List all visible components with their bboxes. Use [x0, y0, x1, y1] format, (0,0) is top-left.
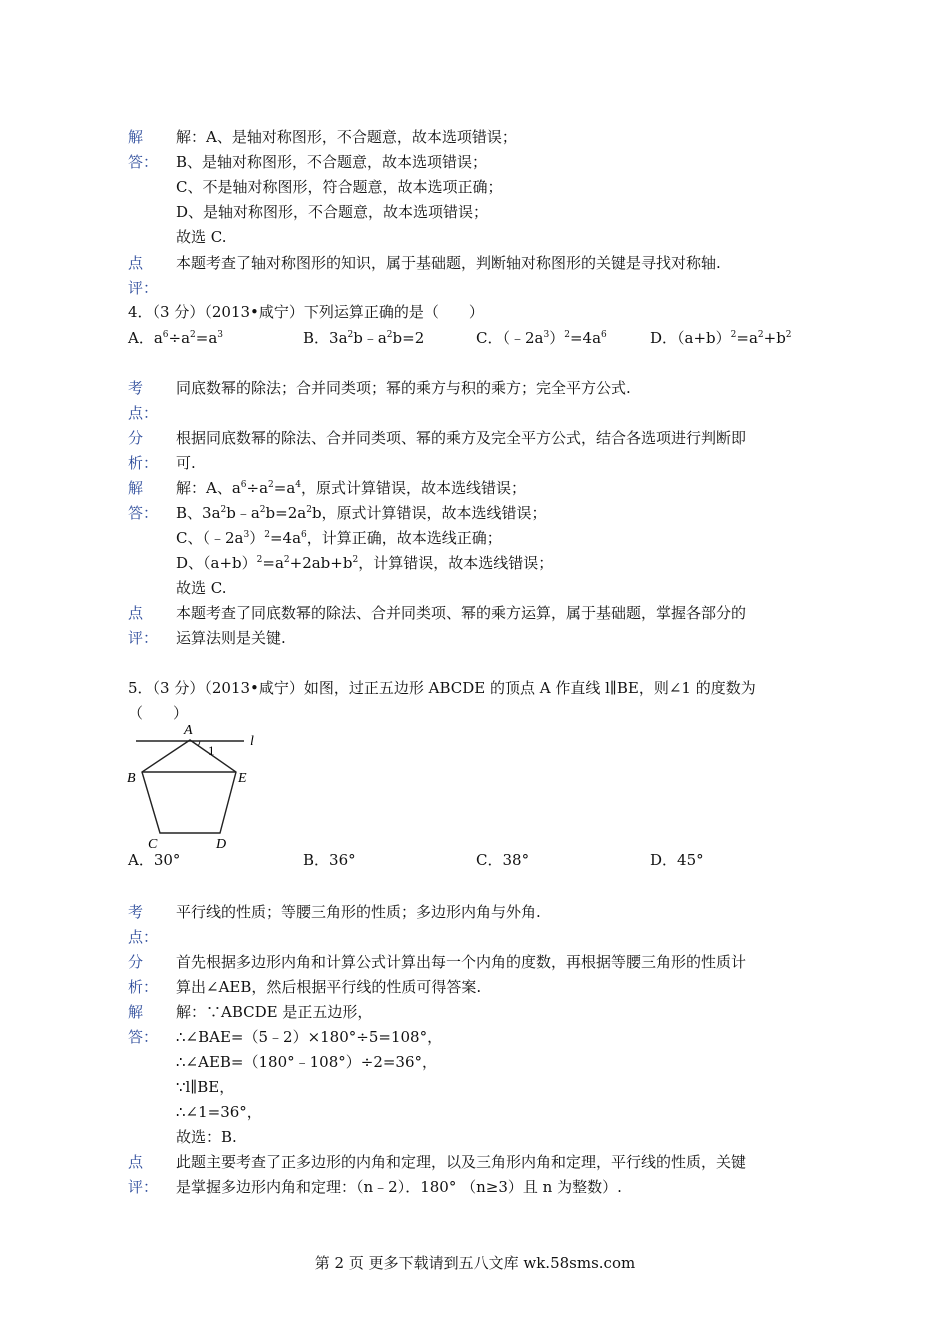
label-fen: 分: [128, 429, 144, 447]
q3-solution-line: C、不是轴对称图形，符合题意，故本选项正确；: [176, 178, 503, 196]
label-dian: 点: [128, 254, 144, 272]
q4-option-c: C．$(﹣2a^3)^2=4a^6$: [476, 329, 607, 347]
pentagon-abcde: [142, 740, 236, 833]
angle-label-1: 1: [208, 743, 215, 758]
label-dian: 点：: [128, 928, 159, 946]
q5-solution-line: ∴∠1=36°，: [176, 1103, 262, 1121]
q5-comment: 是掌握多边形内角和定理：（n﹣2）．180° （n≥3）且 n 为整数）.: [176, 1178, 622, 1196]
q4-solution-end: 故选 C.: [176, 579, 227, 597]
q5-option-c: C．38°: [476, 851, 530, 869]
q5-solution-line: 解：∵ABCDE 是正五边形，: [176, 1003, 373, 1021]
q3-solution-line: B、是轴对称图形，不合题意，故本选项错误；: [176, 153, 488, 171]
q4-analysis: 根据同底数幂的除法、合并同类项、幂的乘方及完全平方公式，结合各选项进行判断即: [176, 429, 747, 447]
label-ping: 评：: [128, 629, 159, 647]
label-dian: 点：: [128, 404, 159, 422]
q5-solution-line: 故选：B.: [176, 1128, 237, 1146]
vertex-label-b: B: [127, 771, 136, 786]
q3-solution-line: 故选 C.: [176, 228, 227, 246]
page-footer: 第 2 页 更多下载请到五八文库 wk.58sms.com: [314, 1254, 636, 1272]
label-xi: 析：: [128, 978, 159, 996]
q5-option-b: B．36°: [303, 851, 356, 869]
label-kao: 考: [128, 903, 144, 921]
q5-analysis: 算出∠AEB，然后根据平行线的性质可得答案.: [176, 978, 482, 996]
vertex-label-e: E: [238, 771, 247, 786]
q3-solution-line: D、是轴对称图形，不合题意，故本选项错误；: [176, 203, 489, 221]
label-kao: 考: [128, 379, 144, 397]
q4-solution-d: D、$(a+b)^2=a^2+2ab+b^2$，计算错误，故本选线错误；: [176, 554, 554, 572]
q5-comment: 此题主要考查了正多边形的内角和定理，以及三角形内角和定理，平行线的性质，关键: [176, 1153, 747, 1171]
q5-option-a: A．30°: [128, 851, 181, 869]
q5-stem: 5．（3 分）（2013•咸宁）如图，过正五边形 ABCDE 的顶点 A 作直线 l∥BE，则∠1 的度数为: [128, 679, 756, 697]
q4-solution-c: C、$(﹣2a^3)^2=4a^6$，计算正确，故本选线正确；: [176, 529, 502, 547]
q5-option-d: D．45°: [650, 851, 704, 869]
vertex-label-d: D: [216, 837, 227, 852]
label-jie: 解: [128, 1003, 144, 1021]
q4-analysis: 可.: [176, 454, 196, 472]
vertex-label-a: A: [184, 723, 193, 738]
angle-1-arc: [198, 741, 200, 746]
pentagon-figure: [128, 716, 268, 856]
label-jie: 解: [128, 479, 144, 497]
vertex-label-c: C: [148, 837, 158, 852]
q3-comment: 本题考查了轴对称图形的知识，属于基础题，判断轴对称图形的关键是寻找对称轴.: [176, 254, 721, 272]
q4-option-a: A．$a^6\div a^2=a^3$: [128, 329, 224, 347]
q5-kaodian: 平行线的性质；等腰三角形的性质；多边形内角与外角.: [176, 903, 541, 921]
label-xi: 析：: [128, 454, 159, 472]
q4-stem: 4．（3 分）（2013•咸宁）下列运算正确的是（ ）: [128, 303, 484, 321]
q4-solution-a: 解：A、$a^6\div a^2=a^4$，原式计算错误，故本选线错误；: [176, 479, 527, 497]
q5-analysis: 首先根据多边形内角和计算公式计算出每一个内角的度数，再根据等腰三角形的性质计: [176, 953, 747, 971]
q5-solution-line: ∴∠AEB=（180°﹣108°）÷2=36°，: [176, 1053, 438, 1071]
label-fen: 分: [128, 953, 144, 971]
q4-comment: 本题考查了同底数幂的除法、合并同类项、幂的乘方运算，属于基础题，掌握各部分的: [176, 604, 747, 622]
q4-comment: 运算法则是关键.: [176, 629, 286, 647]
label-dian: 点: [128, 604, 144, 622]
q5-stem: （ ）: [128, 704, 189, 722]
q5-solution-line: ∵l∥BE，: [176, 1078, 235, 1096]
label-jie: 解: [128, 128, 144, 146]
q5-solution-line: ∴∠BAE=（5﹣2）×180°÷5=108°，: [176, 1028, 443, 1046]
q4-option-b: B．$3a^2b﹣a^2b=2$: [303, 329, 425, 347]
q3-solution-line: 解：A、是轴对称图形，不合题意，故本选项错误；: [176, 128, 517, 146]
label-ping: 评：: [128, 279, 159, 297]
line-label-l: l: [250, 734, 254, 749]
label-da: 答：: [128, 153, 159, 171]
label-dian: 点: [128, 1153, 144, 1171]
label-ping: 评：: [128, 1178, 159, 1196]
q4-kaodian: 同底数幂的除法；合并同类项；幂的乘方与积的乘方；完全平方公式.: [176, 379, 631, 397]
q4-option-d: D．$(a+b)^2=a^2+b^2$: [650, 329, 792, 347]
label-da: 答：: [128, 1028, 159, 1046]
label-da: 答：: [128, 504, 159, 522]
q4-solution-b: B、$3a^2b﹣a^2b=2a^2b$，原式计算错误，故本选线错误；: [176, 504, 547, 522]
